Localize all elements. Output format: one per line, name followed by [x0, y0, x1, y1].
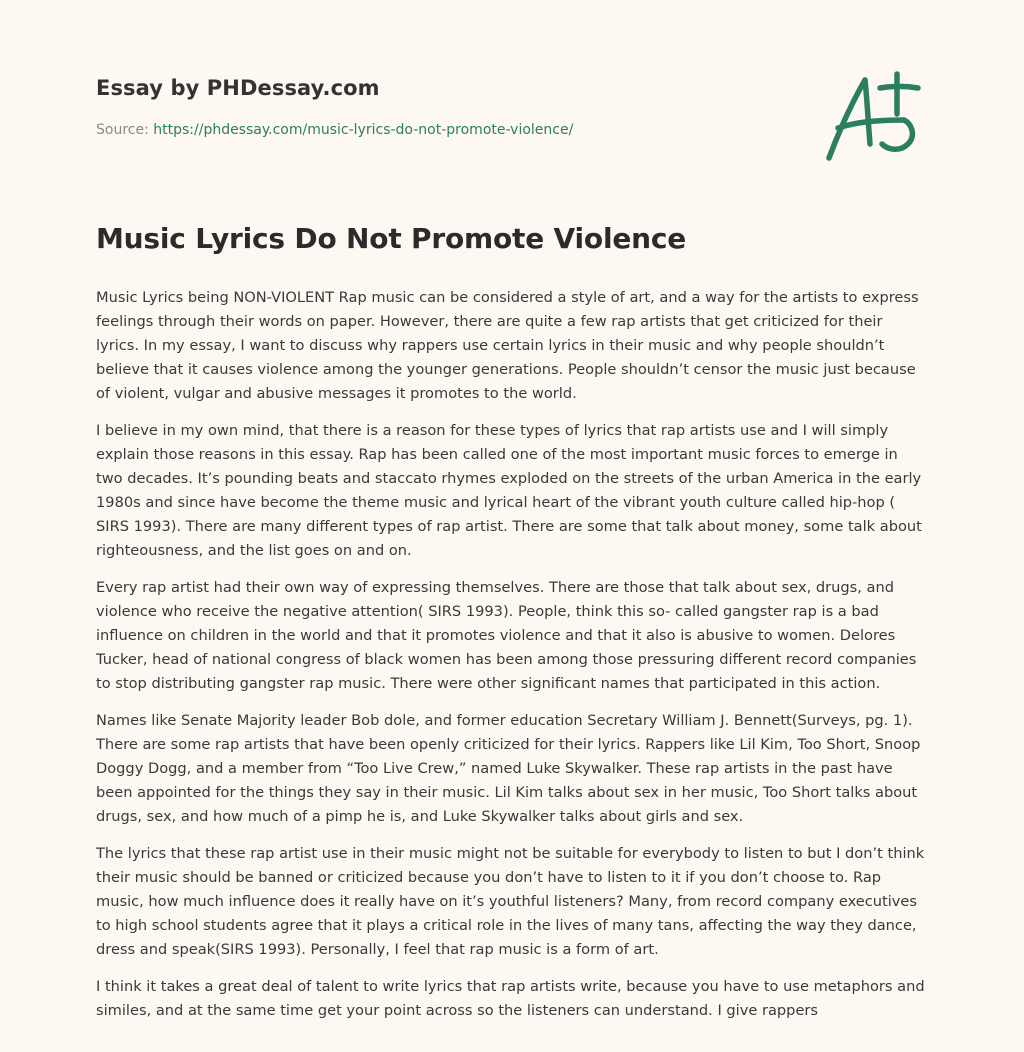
- source-link[interactable]: https://phdessay.com/music-lyrics-do-not-promote-violence/: [153, 122, 574, 138]
- essay-paragraph: Names like Senate Majority leader Bob dole, and former education Secretary William J. Bennett(Surveys, pg. 1). There are some rap artists that have been openly criticized for their lyrics. Rappers like Lil Kim, Too Short, Snoop Doggy Dogg, and a member from “Too Live Crew,” named Luke Skywalker. These rap artists in the past have been appointed for the things they say in their music. Lil Kim talks about sex in her music, Too Short talks about drugs, sex, and how much of a pimp he is, and Luke Skywalker talks about girls and sex.: [96, 712, 921, 825]
- essay-paragraph: I think it takes a great deal of talent to write lyrics that rap artists write, because you have to use metaphors and similes, and at the same time get your point across so the listeners can understand. I give rappers: [96, 978, 925, 1019]
- source-label: Source:: [96, 122, 149, 138]
- brand-name: Essay by PHDessay.com: [96, 76, 380, 100]
- essay-paragraph: Music Lyrics being NON-VIOLENT Rap music can be considered a style of art, and a way for the artists to express feelings through their words on paper. However, there are quite a few rap artists that get criticized for their lyrics. In my essay, I want to discuss why rappers use certain lyrics in their music and why people shouldn’t believe that it causes violence among the younger generations. People shouldn’t censor the music just because of violent, vulgar and abusive messages it promotes to the world.: [96, 289, 919, 402]
- essay-paragraph: Every rap artist had their own way of expressing themselves. There are those that talk about sex, drugs, and violence who receive the negative attention( SIRS 1993). People, think this so- called gangster rap is a bad influence on children in the world and that it promotes violence and that it also is abusive to women. Delores Tucker, head of national congress of black women has been among those pressuring different record companies to stop distributing gangster rap music. There were other significant names that participated in this action.: [96, 579, 917, 692]
- essay-paragraph: The lyrics that these rap artist use in their music might not be suitable for everybody to listen to but I don’t think their music should be banned or criticized because you don’t have to listen to it if you don’t choose to. Rap music, how much influence does it really have on it’s youthful listeners? Many, from record company executives to high school students agree that it plays a critical role in the lives of many tans, affecting the way they dance, dress and speak(SIRS 1993). Personally, I feel that rap music is a form of art.: [96, 845, 925, 958]
- essay-body: [96, 286, 928, 1036]
- site-header: [96, 76, 796, 138]
- source-line: [96, 122, 796, 138]
- essay-paragraph: I believe in my own mind, that there is a reason for these types of lyrics that rap artists use and I will simply explain those reasons in this essay. Rap has been called one of the most important music forces to emerge in two decades. It’s pounding beats and staccato rhymes exploded on the streets of the urban America in the early 1980s and since have become the theme music and lyrical heart of the vibrant youth culture called hip-hop ( SIRS 1993). There are many different types of rap artist. There are some that talk about money, some talk about righteousness, and the list goes on and on.: [96, 422, 922, 559]
- a-plus-grade-logo-icon: [820, 64, 930, 168]
- essay-title: Music Lyrics Do Not Promote Violence: [96, 222, 687, 255]
